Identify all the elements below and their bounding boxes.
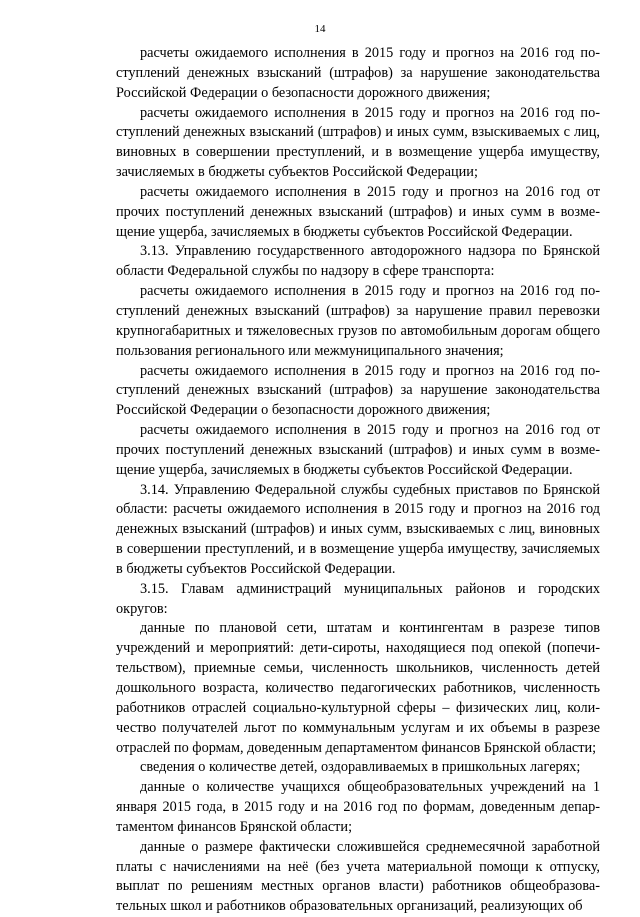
paragraph: расчеты ожидаемого исполнения в 2015 году и прогноз на 2016 год поступлений денежных взысканий (штрафов) и иных сумм, взыскиваемых с лиц, виновных в совершении преступлений, и в возмещение ущерба имуществу, зачисляемых в бюджеты субъектов Российской Федерации; bbox=[116, 104, 600, 181]
section-paragraph-3-15: 3.15. Главам администраций муниципальных районов и городских округов: bbox=[116, 580, 600, 617]
document-body bbox=[116, 44, 600, 917]
section-paragraph-3-14: 3.14. Управлению Федеральной службы судебных приставов по Брянской области: расчеты ожидаемого исполнения в 2015 году и прогноз на 2016 год денежных взысканий (штрафов) и иных сумм, взыскиваемых с лиц, виновных в совершении преступлений, и в возмещение ущерба имуществу, зачисляемых в бюджеты субъектов Российской Федерации. bbox=[116, 481, 600, 577]
paragraph: данные о размере фактически сложившейся среднемесячной заработной платы с начислениями на неё (без учета материальной помощи к отпуску, выплат по решениям местных органов власти) работников общеобразовательных школ и работников образовательных организаций, реализующих об bbox=[116, 838, 600, 915]
paragraph: расчеты ожидаемого исполнения в 2015 году и прогноз на 2016 год от прочих поступлений денежных взысканий (штрафов) и иных сумм в возмещение ущерба, зачисляемых в бюджеты субъектов Российской Федерации. bbox=[116, 183, 600, 240]
paragraph: расчеты ожидаемого исполнения в 2015 году и прогноз на 2016 год поступлений денежных взысканий (штрафов) за нарушение правил перевозки крупногабаритных и тяжеловесных грузов по автомобильным дорогам общего пользования регионального или межмуниципального значения; bbox=[116, 283, 600, 359]
paragraph: сведения о количестве детей, оздоравливаемых в пришкольных лагерях; bbox=[140, 759, 581, 776]
section-paragraph-3-13: 3.13. Управлению государственного автодорожного надзора по Брянской области Федеральной службы по надзору в сфере транспорта: bbox=[116, 243, 600, 280]
paragraph: расчеты ожидаемого исполнения в 2015 году и прогноз на 2016 год поступлений денежных взысканий (штрафов) за нарушение законодательства Российской Федерации о безопасности дорожного движения; bbox=[116, 362, 600, 419]
paragraph: данные о количестве учащихся общеобразовательных учреждений на 1 января 2015 года, в 2015 году и на 2016 год по формам, доведенным департаментом финансов Брянской области; bbox=[116, 779, 600, 835]
page-number: 14 bbox=[314, 23, 326, 35]
paragraph: расчеты ожидаемого исполнения в 2015 году и прогноз на 2016 год поступлений денежных взысканий (штрафов) за нарушение законодательства Российской Федерации о безопасности дорожного движения; bbox=[116, 45, 600, 101]
paragraph: данные по плановой сети, штатам и контингентам в разрезе типов учреждений и мероприятий: дети-сироты, находящиеся под опекой (попечительством), приемные семьи, численность школьников, численность детей дошкольного возраста, количество педагогических работников, численность работников отраслей социально-культурной сферы – физических лиц, количество получателей льгот по коммунальным услугам и их объемы в разрезе отраслей по формам, доведенным департаментом финансов Брянской области; bbox=[116, 620, 600, 756]
paragraph: расчеты ожидаемого исполнения в 2015 году и прогноз на 2016 год от прочих поступлений денежных взысканий (штрафов) и иных сумм в возмещение ущерба, зачисляемых в бюджеты субъектов Российской Федерации. bbox=[116, 422, 600, 478]
